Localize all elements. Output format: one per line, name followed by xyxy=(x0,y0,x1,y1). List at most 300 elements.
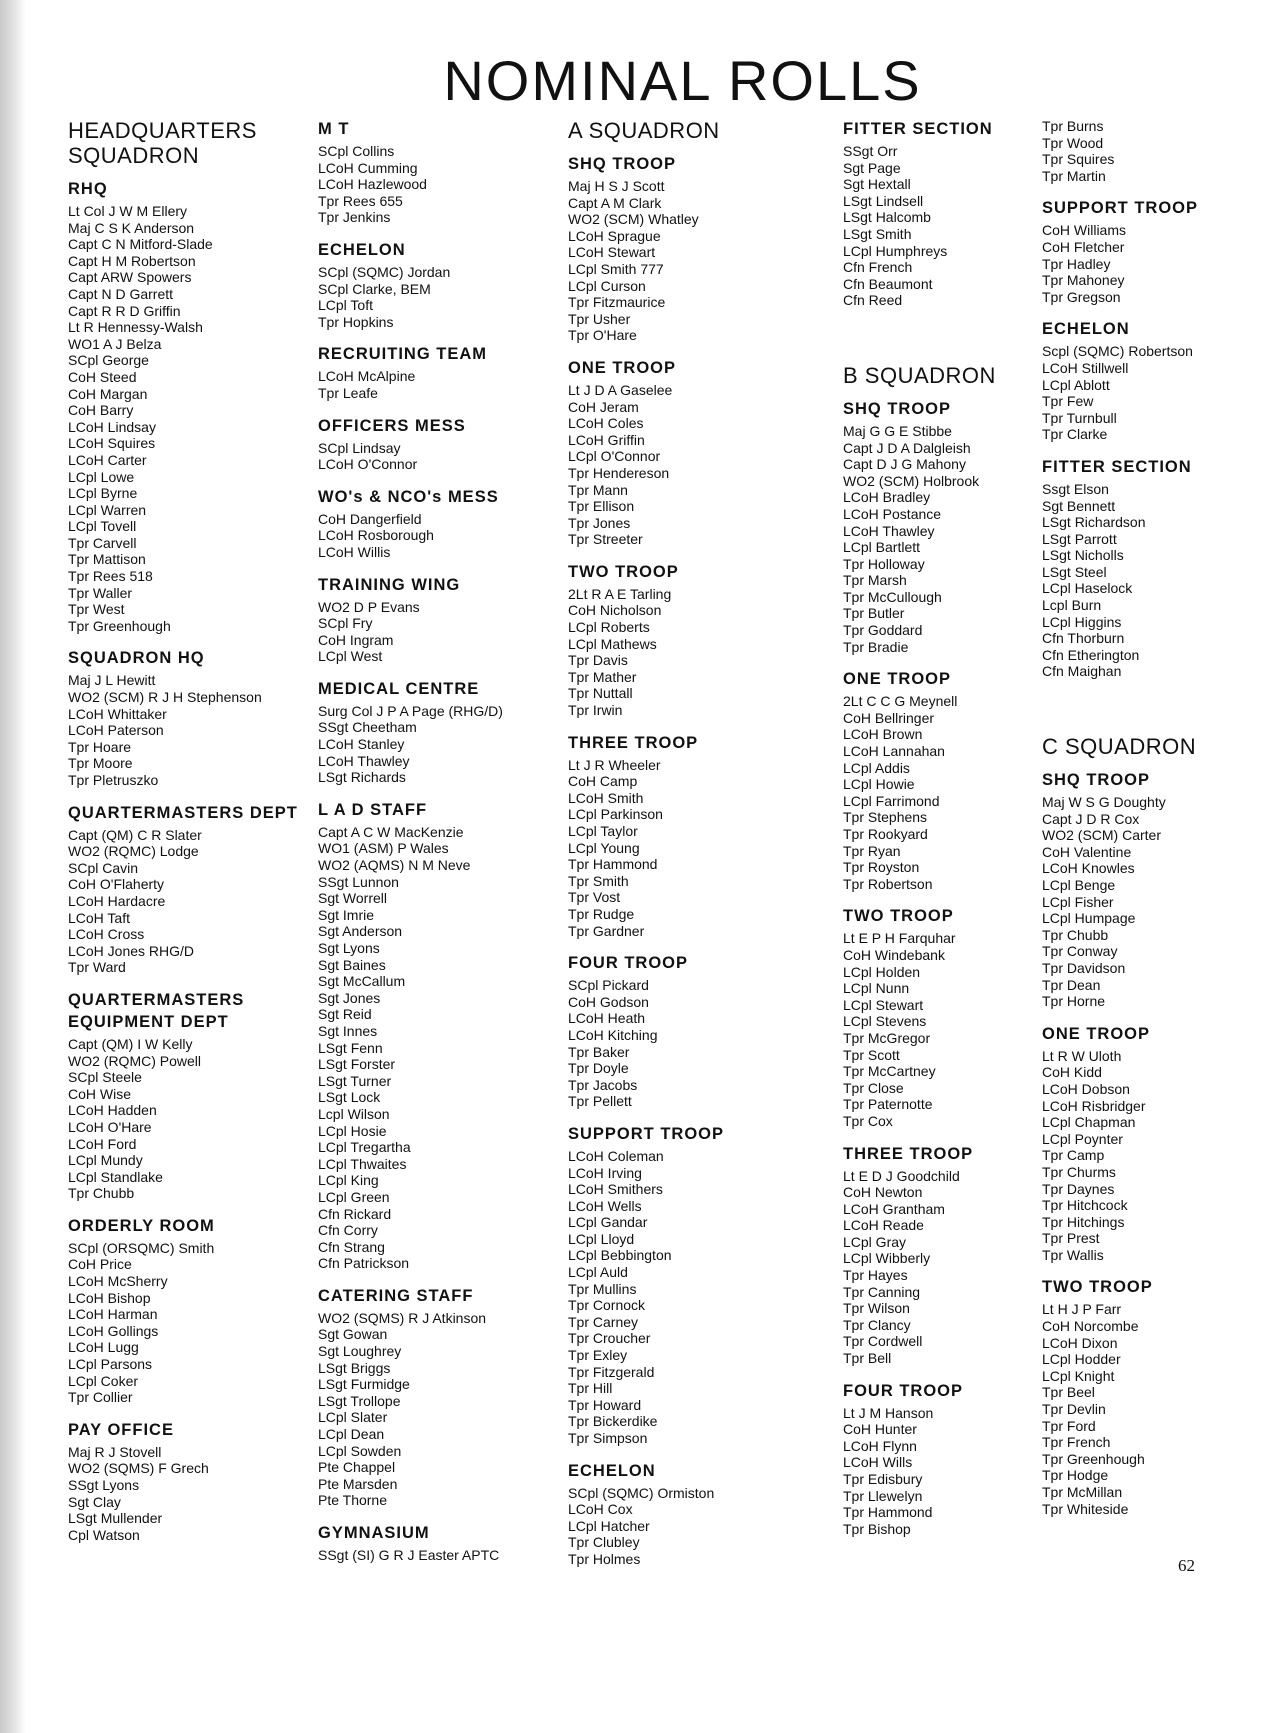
roll-entry: WO1 (ASM) P Wales xyxy=(318,840,449,857)
roll-entry: LCoH Lugg xyxy=(68,1339,139,1356)
roll-entry: LCpl Knight xyxy=(1042,1367,1115,1384)
roll-entry: CoH Kidd xyxy=(1042,1064,1102,1081)
roll-entry: LCoH Griffin xyxy=(568,431,645,448)
roll-entry: Tpr Hayes xyxy=(843,1267,908,1284)
roll-entry: LCpl Toft xyxy=(318,297,373,314)
roll-entry: SCpl Pickard xyxy=(568,977,649,994)
roll-entry: LCpl Holden xyxy=(843,963,921,980)
roll-section xyxy=(568,153,823,344)
roll-section xyxy=(318,239,563,330)
roll-entry: WO2 D P Evans xyxy=(318,598,420,615)
name-list xyxy=(843,693,1043,892)
roll-entry: Cfn Maighan xyxy=(1042,663,1122,680)
roll-entry: LCoH O'Hare xyxy=(68,1118,152,1135)
roll-entry: CoH Wise xyxy=(68,1085,132,1102)
roll-entry: Tpr Close xyxy=(843,1079,904,1096)
roll-section xyxy=(68,989,308,1202)
roll-section xyxy=(843,905,1043,1129)
section-heading: ECHELON xyxy=(1042,320,1130,339)
column-2 xyxy=(318,118,563,1577)
roll-entry: Maj C S K Anderson xyxy=(68,219,195,236)
roll-entry: LCoH Whittaker xyxy=(68,705,167,722)
roll-entry: LCoH Carter xyxy=(68,451,147,468)
roll-entry: LSgt Richardson xyxy=(1042,514,1146,531)
roll-entry: Lcpl Wilson xyxy=(318,1105,390,1122)
roll-entry: Tpr Bradie xyxy=(843,638,909,655)
roll-entry: Tpr Prest xyxy=(1042,1230,1100,1247)
roll-entry: Lcpl Burn xyxy=(1042,597,1102,614)
section-heading: TWO TROOP xyxy=(1042,1278,1153,1297)
roll-entry: Capt (QM) I W Kelly xyxy=(68,1035,193,1052)
roll-entry: Tpr Dean xyxy=(1042,976,1101,993)
roll-entry: LCpl Howie xyxy=(843,776,915,793)
roll-entry: SCpl Collins xyxy=(318,143,395,159)
name-list xyxy=(68,827,308,976)
roll-entry: LCoH Thawley xyxy=(318,752,410,769)
section-heading: OFFICERS MESS xyxy=(318,416,466,435)
roll-entry: Sgt Worrell xyxy=(318,890,387,907)
roll-entry: Tpr Jenkins xyxy=(318,209,391,226)
roll-entry: LCpl Lowe xyxy=(68,468,135,485)
roll-entry: Maj W S G Doughty xyxy=(1042,794,1166,811)
roll-entry: LCpl Bartlett xyxy=(843,539,921,556)
roll-section xyxy=(318,1285,563,1509)
roll-entry: Tpr Hill xyxy=(568,1380,613,1397)
roll-entry: Tpr Bell xyxy=(843,1350,892,1367)
roll-entry: Tpr Wilson xyxy=(843,1300,910,1317)
roll-entry: LCoH Flynn xyxy=(843,1437,917,1454)
roll-entry: LCpl Gray xyxy=(843,1233,907,1250)
roll-entry: Tpr Bishop xyxy=(843,1520,911,1537)
roll-entry: CoH Ingram xyxy=(318,631,394,648)
roll-entry: Surg Col J P A Page (RHG/D) xyxy=(318,702,503,719)
roll-section xyxy=(843,1143,1043,1367)
roll-entry: Cfn Beaumont xyxy=(843,275,933,292)
roll-entry: Lt R Hennessy-Walsh xyxy=(68,319,203,336)
roll-entry: Tpr Butler xyxy=(843,605,905,622)
roll-entry: Pte Chappel xyxy=(318,1459,396,1476)
roll-entry: Tpr Holloway xyxy=(843,555,925,572)
roll-entry: LCpl Hodder xyxy=(1042,1351,1121,1368)
roll-entry: LCoH Hardacre xyxy=(68,892,166,909)
roll-entry: LCpl Tovell xyxy=(68,518,137,535)
roll-entry: Tpr Stephens xyxy=(843,809,928,826)
roll-entry: SSgt Cheetham xyxy=(318,719,417,736)
roll-section xyxy=(68,1419,308,1544)
roll-section xyxy=(843,398,1043,655)
roll-entry: LCoH Lannahan xyxy=(843,743,945,760)
roll-entry: LCpl Hosie xyxy=(318,1122,387,1139)
name-list xyxy=(68,1444,308,1544)
roll-section xyxy=(843,668,1043,892)
roll-entry: Tpr Irwin xyxy=(568,702,623,719)
squadron-title: B SQUADRON xyxy=(843,362,996,388)
roll-entry: Tpr Greenhough xyxy=(1042,1450,1145,1467)
section-heading: FOUR TROOP xyxy=(568,954,688,973)
roll-entry: LCpl Tregartha xyxy=(318,1139,411,1156)
roll-entry: CoH Price xyxy=(68,1256,132,1273)
roll-entry: LCoH Thawley xyxy=(843,522,935,539)
roll-section xyxy=(1042,769,1257,1010)
roll-entry: LCoH Ford xyxy=(68,1135,137,1152)
roll-entry: Tpr Rookyard xyxy=(843,826,928,842)
roll-entry: Cfn Etherington xyxy=(1042,646,1140,663)
roll-entry: Tpr McCartney xyxy=(843,1063,936,1080)
column-5 xyxy=(1042,118,1257,1530)
squadron-title: HEADQUARTERS SQUADRON xyxy=(68,118,257,168)
roll-entry: Capt J D R Cox xyxy=(1042,810,1140,827)
roll-entry: LCpl Hatcher xyxy=(568,1517,650,1534)
name-list xyxy=(318,599,563,665)
roll-entry: Tpr Pellett xyxy=(568,1093,632,1110)
roll-entry: Tpr Holmes xyxy=(568,1550,641,1567)
roll-section xyxy=(568,732,823,940)
roll-section xyxy=(568,952,823,1110)
roll-entry: LCpl Stevens xyxy=(843,1013,927,1030)
roll-entry: Tpr Clancy xyxy=(843,1316,911,1333)
section-heading: SHQ TROOP xyxy=(1042,771,1151,790)
roll-section xyxy=(318,343,563,401)
roll-entry: LSgt Smith xyxy=(843,225,912,242)
roll-entry: Tpr Hopkins xyxy=(318,313,394,330)
roll-entry: SCpl Clarke, BEM xyxy=(318,280,431,297)
roll-entry: Tpr Doyle xyxy=(568,1060,629,1077)
roll-entry: LCpl Humphreys xyxy=(843,242,948,259)
section-heading: M T xyxy=(318,120,350,138)
roll-entry: Tpr Chubb xyxy=(68,1185,135,1202)
roll-entry: LCpl Sowden xyxy=(318,1442,402,1459)
name-list xyxy=(318,511,563,561)
name-list xyxy=(568,178,823,344)
roll-entry: Sgt Hextall xyxy=(843,176,911,193)
roll-entry: SCpl Cavin xyxy=(68,859,139,876)
roll-entry: Tpr Gregson xyxy=(1042,288,1121,305)
page-title: NOMINAL ROLLS xyxy=(443,49,922,112)
roll-entry: Tpr Horne xyxy=(1042,993,1106,1010)
roll-entry: CoH Barry xyxy=(68,402,134,419)
roll-entry: LCpl Addis xyxy=(843,759,910,776)
roll-section xyxy=(318,118,563,226)
roll-entry: LCpl King xyxy=(318,1172,379,1189)
section-heading: GYMNASIUM xyxy=(318,1524,430,1542)
roll-entry: LSgt Forster xyxy=(318,1056,396,1073)
roll-entry: SCpl (SQMC) Jordan xyxy=(318,263,451,280)
roll-section xyxy=(68,802,308,976)
roll-entry: Tpr Squires xyxy=(1042,151,1115,168)
roll-entry: LCpl Smith 777 xyxy=(568,260,664,277)
roll-entry: LCpl Benge xyxy=(1042,877,1116,893)
roll-entry: Tpr Hadley xyxy=(1042,255,1111,272)
roll-entry: Tpr Ford xyxy=(1042,1417,1096,1434)
roll-entry: Tpr Mahoney xyxy=(1042,272,1125,289)
roll-entry: Tpr Mann xyxy=(568,481,628,498)
squadron-title: A SQUADRON xyxy=(568,118,720,143)
roll-entry: LCoH Cumming xyxy=(318,159,418,176)
section-heading: CATERING STAFF xyxy=(318,1286,474,1305)
roll-entry: CoH O'Flaherty xyxy=(68,876,165,893)
name-list xyxy=(1042,794,1257,1010)
roll-entry: LCoH Coleman xyxy=(568,1147,664,1164)
roll-entry: Sgt Clay xyxy=(68,1493,121,1510)
roll-entry: Tpr O'Hare xyxy=(568,327,637,344)
roll-entry: LSgt Briggs xyxy=(318,1359,391,1376)
roll-entry: LCpl Lloyd xyxy=(568,1230,635,1247)
roll-entry: LCpl Slater xyxy=(318,1409,388,1426)
roll-entry: Tpr Ward xyxy=(68,959,126,976)
section-heading: PAY OFFICE xyxy=(68,1420,174,1439)
roll-entry: Cfn Reed xyxy=(843,292,903,309)
roll-entry: Tpr Collier xyxy=(68,1389,133,1406)
name-list xyxy=(568,1485,823,1568)
roll-entry: LCpl Nunn xyxy=(843,980,910,997)
roll-entry: Tpr Camp xyxy=(1042,1147,1105,1164)
roll-entry: Tpr Hitchings xyxy=(1042,1213,1125,1230)
roll-entry: WO2 (SQMS) F Grech xyxy=(68,1460,209,1477)
page-edge-shadow xyxy=(0,0,26,1733)
roll-entry: LSgt Halcomb xyxy=(843,209,931,226)
roll-entry: LCpl Bebbington xyxy=(568,1247,672,1264)
roll-entry: Tpr Goddard xyxy=(843,622,923,639)
roll-entry: LCoH Bradley xyxy=(843,489,931,506)
roll-entry: Tpr Ellison xyxy=(568,498,635,515)
roll-entry: LCoH Bishop xyxy=(68,1289,151,1306)
roll-entry: Tpr Hammond xyxy=(568,856,658,873)
roll-entry: Tpr Exley xyxy=(568,1347,628,1364)
roll-entry: LCoH Cross xyxy=(68,926,145,943)
roll-entry: Tpr Nuttall xyxy=(568,685,633,702)
section-heading: WO's & NCO's MESS xyxy=(318,487,499,506)
roll-entry: Tpr Scott xyxy=(843,1046,900,1063)
roll-entry: Cfn Corry xyxy=(318,1222,378,1239)
roll-entry: CoH Windebank xyxy=(843,946,945,963)
roll-entry: LCpl Mathews xyxy=(568,635,657,652)
roll-entry: SCpl Steele xyxy=(68,1069,142,1086)
section-heading: SUPPORT TROOP xyxy=(568,1124,725,1143)
roll-entry: Tpr Paternotte xyxy=(843,1096,933,1113)
roll-entry: Tpr French xyxy=(1042,1434,1111,1451)
roll-entry: Tpr Carney xyxy=(568,1313,639,1330)
roll-section xyxy=(568,561,823,719)
roll-entry: LSgt Lock xyxy=(318,1089,381,1106)
roll-section xyxy=(843,1380,1043,1538)
roll-entry: CoH Hunter xyxy=(843,1421,917,1438)
name-list xyxy=(843,423,1043,655)
roll-entry: Tpr Fitzgerald xyxy=(568,1363,655,1380)
roll-entry: LCoH Cox xyxy=(568,1501,633,1518)
section-heading: TWO TROOP xyxy=(568,562,679,581)
roll-entry: Tpr Gardner xyxy=(568,922,645,939)
column-4 xyxy=(843,118,1043,1550)
section-heading: RECRUITING TEAM xyxy=(318,345,487,364)
roll-entry: Cpl Watson xyxy=(68,1526,140,1543)
name-list xyxy=(1042,481,1257,680)
roll-section xyxy=(843,118,1043,309)
section-heading: L A D STAFF xyxy=(318,800,428,819)
roll-entry: Sgt Jones xyxy=(318,989,381,1006)
roll-entry: Sgt Innes xyxy=(318,1022,378,1039)
roll-entry: Tpr Clubley xyxy=(568,1534,640,1551)
roll-entry: Sgt Bennett xyxy=(1042,497,1116,514)
roll-entry: Sgt McCallum xyxy=(318,973,406,990)
roll-entry: LCoH Wills xyxy=(843,1454,913,1471)
roll-entry: CoH Fletcher xyxy=(1042,238,1125,255)
name-list xyxy=(843,143,1043,309)
roll-entry: Scpl (SQMC) Robertson xyxy=(1042,343,1193,360)
roll-entry: LCoH Postance xyxy=(843,505,942,522)
roll-entry: Tpr Cox xyxy=(843,1112,893,1129)
roll-entry: Lt E D J Goodchild xyxy=(843,1167,960,1184)
roll-entry: Capt N D Garrett xyxy=(68,285,174,302)
roll-entry: LCoH McSherry xyxy=(68,1273,168,1290)
roll-entry: Ssgt Elson xyxy=(1042,480,1109,497)
roll-entry: WO2 (SQMS) R J Atkinson xyxy=(318,1309,487,1326)
roll-entry: Pte Marsden xyxy=(318,1475,398,1492)
roll-entry: LCpl West xyxy=(318,648,383,665)
roll-entry: LCoH Hazlewood xyxy=(318,176,427,193)
roll-entry: LCpl Roberts xyxy=(568,619,650,636)
roll-entry: Tpr Mattison xyxy=(68,551,146,568)
roll-entry: Lt J D A Gaselee xyxy=(568,381,673,398)
name-list xyxy=(1042,1301,1257,1517)
roll-entry: Maj J L Hewitt xyxy=(68,672,156,689)
roll-section xyxy=(68,647,308,788)
roll-entry: LCoH Squires xyxy=(68,435,156,452)
roll-entry: Lt E P H Farquhar xyxy=(843,930,956,947)
roll-entry: Lt Col J W M Ellery xyxy=(68,203,188,219)
roll-entry: Maj H S J Scott xyxy=(568,178,665,194)
name-list xyxy=(318,1310,563,1509)
section-heading: ECHELON xyxy=(318,240,406,259)
roll-entry: LCoH Taft xyxy=(68,909,130,926)
roll-entry: Capt (QM) C R Slater xyxy=(68,826,202,843)
roll-entry: LSgt Furmidge xyxy=(318,1376,410,1393)
roll-entry: LCpl Ablott xyxy=(1042,376,1110,393)
roll-section xyxy=(1042,456,1257,680)
roll-entry: LSgt Parrott xyxy=(1042,530,1117,547)
roll-entry: Sgt Lyons xyxy=(318,940,380,956)
name-list xyxy=(68,203,308,634)
roll-entry: Cfn Patrickson xyxy=(318,1255,410,1272)
roll-entry: Tpr Hodge xyxy=(1042,1467,1109,1484)
roll-entry: LCpl Chapman xyxy=(1042,1114,1136,1131)
column-3 xyxy=(568,118,823,1581)
roll-entry: Tpr Wallis xyxy=(1042,1246,1104,1263)
roll-section xyxy=(318,574,563,665)
roll-entry: WO2 (SCM) Whatley xyxy=(568,211,699,228)
roll-entry: SCpl Fry xyxy=(318,615,373,632)
roll-entry: Lt J R Wheeler xyxy=(568,756,661,773)
roll-entry: CoH Steed xyxy=(68,368,137,385)
roll-section xyxy=(1042,197,1257,305)
roll-entry: Cfn Strang xyxy=(318,1238,385,1255)
section-heading: SHQ TROOP xyxy=(568,155,677,173)
roll-entry: LCpl O'Connor xyxy=(568,448,661,465)
section-heading: RHQ xyxy=(68,180,108,198)
roll-entry: CoH Dangerfield xyxy=(318,510,422,527)
roll-entry: Tpr McGregor xyxy=(843,1029,931,1046)
roll-entry: Tpr Rudge xyxy=(568,905,635,922)
roll-entry: LCpl Gandar xyxy=(568,1214,648,1231)
roll-entry: Capt H M Robertson xyxy=(68,252,196,269)
roll-entry: Tpr Mather xyxy=(568,668,637,685)
roll-entry: LCoH Brown xyxy=(843,726,923,743)
roll-entry: Tpr Daynes xyxy=(1042,1180,1115,1197)
roll-section xyxy=(1042,1023,1257,1264)
roll-entry: SSgt (SI) G R J Easter APTC xyxy=(318,1547,500,1563)
roll-entry: LSgt Nicholls xyxy=(1042,547,1124,564)
name-list xyxy=(318,824,563,1272)
section-heading: ONE TROOP xyxy=(568,358,677,377)
roll-entry: Tpr McCullough xyxy=(843,588,942,605)
roll-entry: Cfn Thorburn xyxy=(1042,630,1125,647)
name-list xyxy=(843,930,1043,1129)
section-heading: FITTER SECTION xyxy=(843,120,993,138)
roll-entry: Capt J D A Dalgleish xyxy=(843,439,971,456)
section-heading: THREE TROOP xyxy=(568,733,699,752)
roll-entry: LCoH McAlpine xyxy=(318,368,416,385)
roll-entry: Tpr Beel xyxy=(1042,1384,1095,1401)
section-heading: TRAINING WING xyxy=(318,575,461,594)
roll-entry: Tpr Martin xyxy=(1042,167,1106,184)
roll-entry: LCpl Higgins xyxy=(1042,613,1122,630)
roll-entry: WO2 (SCM) Carter xyxy=(1042,827,1161,844)
roll-entry: LCpl Taylor xyxy=(568,823,638,839)
roll-entry: Tpr Marsh xyxy=(843,572,907,589)
roll-entry: Sgt Baines xyxy=(318,956,386,973)
roll-entry: CoH Norcombe xyxy=(1042,1318,1139,1335)
roll-entry: Tpr Mullins xyxy=(568,1280,637,1297)
roll-entry: LCoH Reade xyxy=(843,1217,924,1234)
roll-entry: LCpl Standlake xyxy=(68,1168,163,1185)
name-list xyxy=(568,382,823,548)
roll-section xyxy=(68,178,308,634)
roll-entry: LCpl Farrimond xyxy=(843,792,940,809)
section-heading: ECHELON xyxy=(568,1461,656,1480)
roll-entry: Sgt Loughrey xyxy=(318,1343,402,1360)
roll-entry: LCpl Green xyxy=(318,1188,390,1205)
name-list xyxy=(568,757,823,940)
name-list xyxy=(318,264,563,330)
roll-entry: Tpr Cordwell xyxy=(843,1333,923,1350)
name-list xyxy=(68,1240,308,1406)
roll-entry: LCpl Humpage xyxy=(1042,910,1136,927)
roll-entry: Tpr Usher xyxy=(568,310,631,327)
section-heading: TWO TROOP xyxy=(843,907,954,926)
section-heading: ORDERLY ROOM xyxy=(68,1216,215,1235)
roll-entry: Tpr Carvell xyxy=(68,534,137,551)
roll-entry: LCoH Stillwell xyxy=(1042,359,1129,376)
roll-entry: Tpr Vost xyxy=(568,889,621,906)
name-list xyxy=(568,586,823,719)
roll-entry: LCpl Parkinson xyxy=(568,806,663,823)
roll-entry: LCoH Stewart xyxy=(568,244,656,261)
name-list xyxy=(68,672,308,788)
roll-entry: 2Lt C C G Meynell xyxy=(843,693,958,710)
roll-section xyxy=(1042,318,1257,443)
roll-entry: Tpr Royston xyxy=(843,859,920,876)
roll-entry: Tpr Rees 655 xyxy=(318,192,403,209)
roll-entry: LCoH Wells xyxy=(568,1197,642,1214)
roll-entry: LCpl Coker xyxy=(68,1372,139,1389)
column-1 xyxy=(68,118,308,1556)
roll-entry: SSgt Orr xyxy=(843,143,898,159)
roll-entry: WO2 (SCM) Holbrook xyxy=(843,472,980,489)
section-heading: FITTER SECTION xyxy=(1042,457,1192,476)
roll-entry: LCpl Dean xyxy=(318,1426,385,1443)
roll-entry: LCoH O'Connor xyxy=(318,456,418,473)
roll-entry: Tpr McMillan xyxy=(1042,1484,1123,1500)
roll-entry: LCpl Wibberly xyxy=(843,1250,931,1267)
